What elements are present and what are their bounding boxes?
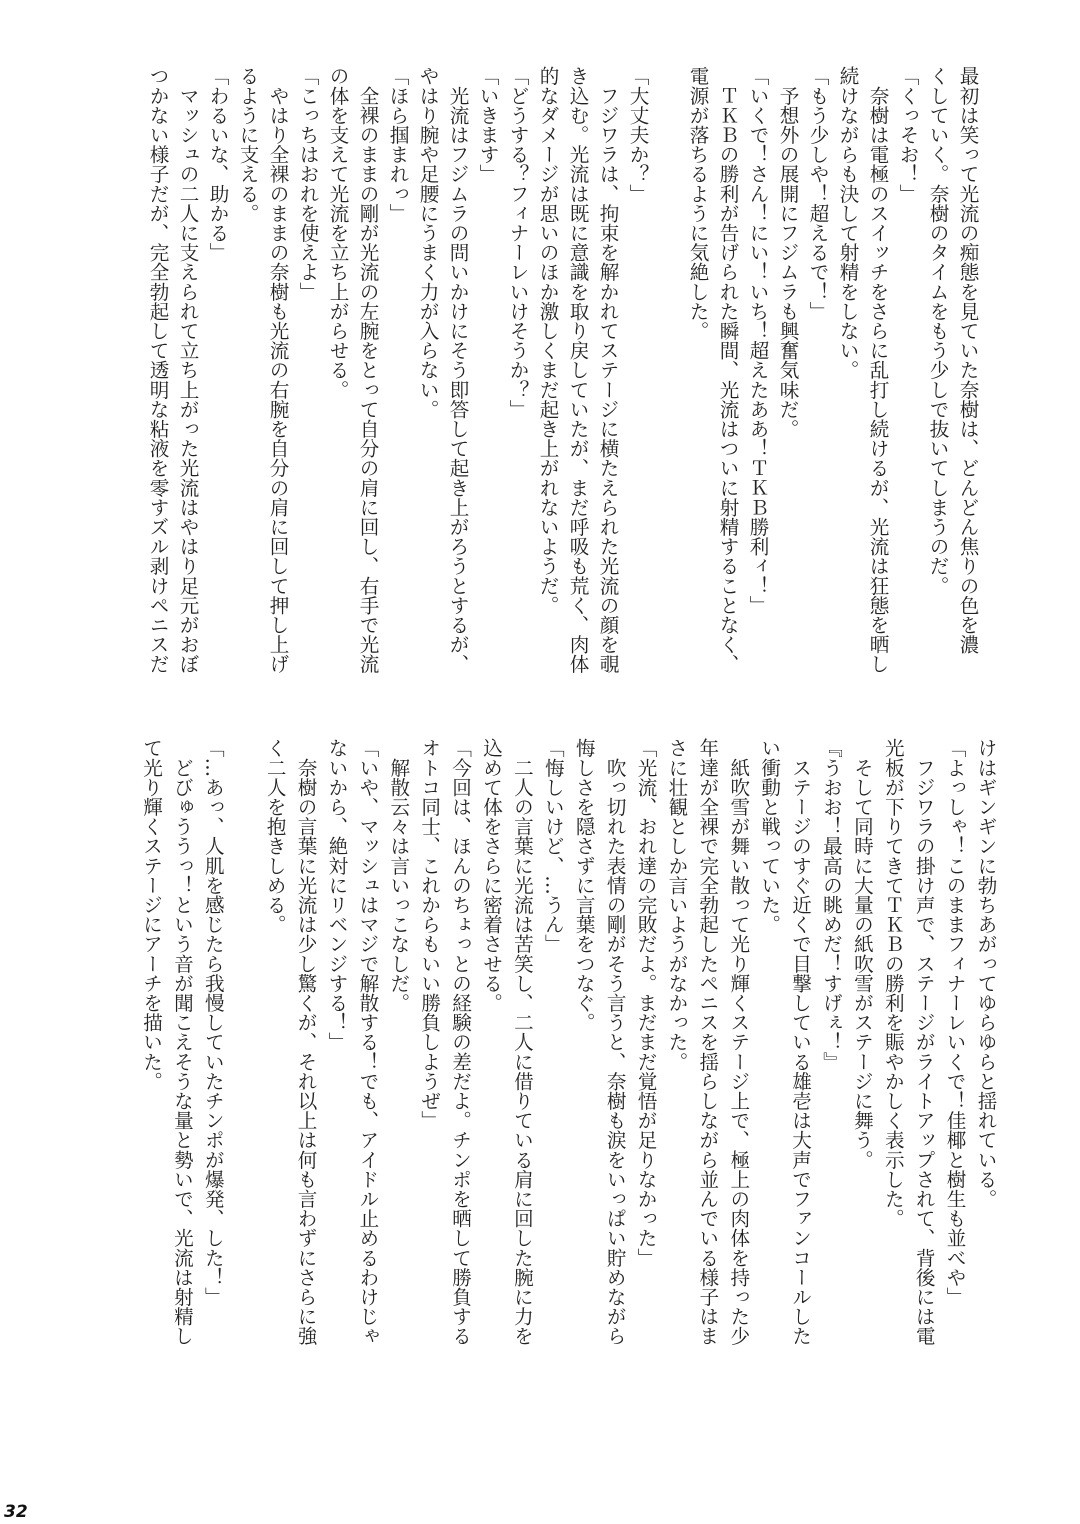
text-column: 悔しさを隠さずに言葉をつなぐ。 bbox=[572, 738, 596, 1032]
text-column: ＴＫＢの勝利が告げられた瞬間、光流はついに射精することなく、 bbox=[716, 66, 739, 674]
text-column: つかない様子だが、完全勃起して透明な粘液を零すズル剥けペニスだ bbox=[146, 66, 169, 674]
text-column: そして同時に大量の紙吹雪がステージに舞う。 bbox=[850, 738, 874, 1170]
text-column: 光流はフジムラの問いかけにそう即答して起き上がろうとするが、 bbox=[446, 66, 469, 674]
text-column: くしていく。奈樹のタイムをもう少しで抜いてしまうのだ。 bbox=[926, 66, 949, 596]
text-column: 「くっそお！」 bbox=[896, 66, 919, 204]
text-column: 続けながらも決して射精をしない。 bbox=[836, 66, 859, 380]
text-column bbox=[227, 738, 258, 1398]
text-column: 電源が落ちるように気絶した。 bbox=[686, 66, 709, 341]
text-column: 「今回は、ほんのちょっとの経験の差だよ。チンポを晒して勝負する bbox=[448, 738, 472, 1346]
text-column: けはギンギンに勃ちあがってゆらゆらと揺れている。 bbox=[974, 738, 997, 1209]
text-column: 「いや、マッシュはマジで解散する！でも、アイドル止めるわけじゃ bbox=[355, 738, 379, 1346]
text-column: どびゅううっ！という音が聞こえそうな量と勢いで、光流は射精し bbox=[170, 738, 194, 1346]
text-column: 紙吹雪が舞い散って光り輝くステージ上で、極上の肉体を持った少 bbox=[726, 738, 750, 1346]
text-column: 『うおお！最高の眺めだ！すげぇ！』 bbox=[819, 738, 843, 1072]
text-column bbox=[652, 66, 682, 706]
text-column: 「悔しいけど、…うん」 bbox=[541, 738, 565, 954]
text-column: 年達が全裸で完全勃起したペニスを揺らしながら並んでいる様子はま bbox=[695, 738, 719, 1346]
text-column: 奈樹の言葉に光流は少し驚くが、それ以上は何も言わずにさらに強 bbox=[294, 738, 318, 1346]
text-column: 「こっちはおれを使えよ」 bbox=[296, 66, 319, 302]
text-column: 全裸のままの剛が光流の左腕をとって自分の肩に回し、右手で光流 bbox=[356, 66, 379, 674]
text-column: き込む。光流は既に意識を取り戻していたが、まだ呼吸も荒く、肉体 bbox=[566, 66, 589, 674]
text-column: 「もう少しや！超えるで！」 bbox=[806, 66, 829, 321]
text-block-upper bbox=[142, 66, 982, 706]
text-column: ないから、絶対にリベンジする！」 bbox=[324, 738, 348, 1052]
text-column: るように支える。 bbox=[236, 66, 259, 223]
text-column: ステージのすぐ近くで目撃している雄壱は大声でファンコールした bbox=[788, 738, 812, 1346]
text-column: て光り輝くステージにアーチを描いた。 bbox=[139, 738, 163, 1091]
text-column: やはり腕や足腰にうまく力が入らない。 bbox=[416, 66, 439, 419]
text-column: い衝動と戦っていた。 bbox=[757, 738, 781, 934]
text-column: 最初は笑って光流の痴態を見ていた奈樹は、どんどん焦りの色を濃 bbox=[956, 66, 979, 654]
text-column: 的なダメージが思いのほか激しくまだ起き上がれないようだ。 bbox=[536, 66, 559, 615]
text-column: 「よっしゃ！このままフィナーレいくで！佳椰と樹生も並べや」 bbox=[943, 738, 967, 1307]
text-column: 込めて体をさらに密着させる。 bbox=[479, 738, 503, 1013]
text-column: オトコ同士、これからもいい勝負しようぜ」 bbox=[417, 738, 441, 1130]
text-column: 光板が下りてきてＴＫＢの勝利を賑やかしく表示した。 bbox=[881, 738, 905, 1228]
text-column: 「ほら掴まれっ」 bbox=[386, 66, 409, 223]
text-column: 「大丈夫か？」 bbox=[626, 66, 649, 204]
text-column: 「いきます」 bbox=[476, 66, 499, 184]
text-column: 解散云々は言いっこなしだ。 bbox=[386, 738, 410, 1013]
text-block-lower bbox=[135, 738, 1000, 1398]
text-column: マッシュの二人に支えられて立ち上がった光流はやはり足元がおぼ bbox=[176, 66, 199, 674]
text-column: フジワラは、拘束を解かれてステージに横たえられた光流の顔を覗 bbox=[596, 66, 619, 674]
text-column: さに壮観としか言いようがなかった。 bbox=[664, 738, 688, 1072]
text-column: 予想外の展開にフジムラも興奮気味だ。 bbox=[776, 66, 799, 439]
text-column: 「わるいな、助かる」 bbox=[206, 66, 229, 262]
text-column: やはり全裸のままの奈樹も光流の右腕を自分の肩に回して押し上げ bbox=[266, 66, 289, 674]
text-column: 「いくで！さん！にい！いち！超えたああ！ＴＫＢ勝利ィ！」 bbox=[746, 66, 769, 615]
text-column: 吹っ切れた表情の剛がそう言うと、奈樹も涙をいっぱい貯めながら bbox=[603, 738, 627, 1346]
text-column: 二人の言葉に光流は苦笑し、二人に借りている肩に回した腕に力を bbox=[510, 738, 534, 1346]
text-column: 「…あっ、人肌を感じたら我慢していたチンポが爆発、した！」 bbox=[201, 738, 225, 1307]
text-column: 奈樹は電極のスイッチをさらに乱打し続けるが、光流は狂態を晒し bbox=[866, 66, 889, 674]
text-column: フジワラの掛け声で、ステージがライトアップされて、背後には電 bbox=[912, 738, 936, 1346]
text-column: の体を支えて光流を立ち上がらせる。 bbox=[326, 66, 349, 400]
text-column: 「光流、おれ達の完敗だよ。まだまだ覚悟が足りなかった」 bbox=[634, 738, 658, 1268]
text-column: 「どうする？フィナーレいけそうか？」 bbox=[506, 66, 529, 419]
page-number: 32 bbox=[4, 1502, 28, 1522]
text-column: く二人を抱きしめる。 bbox=[263, 738, 287, 934]
